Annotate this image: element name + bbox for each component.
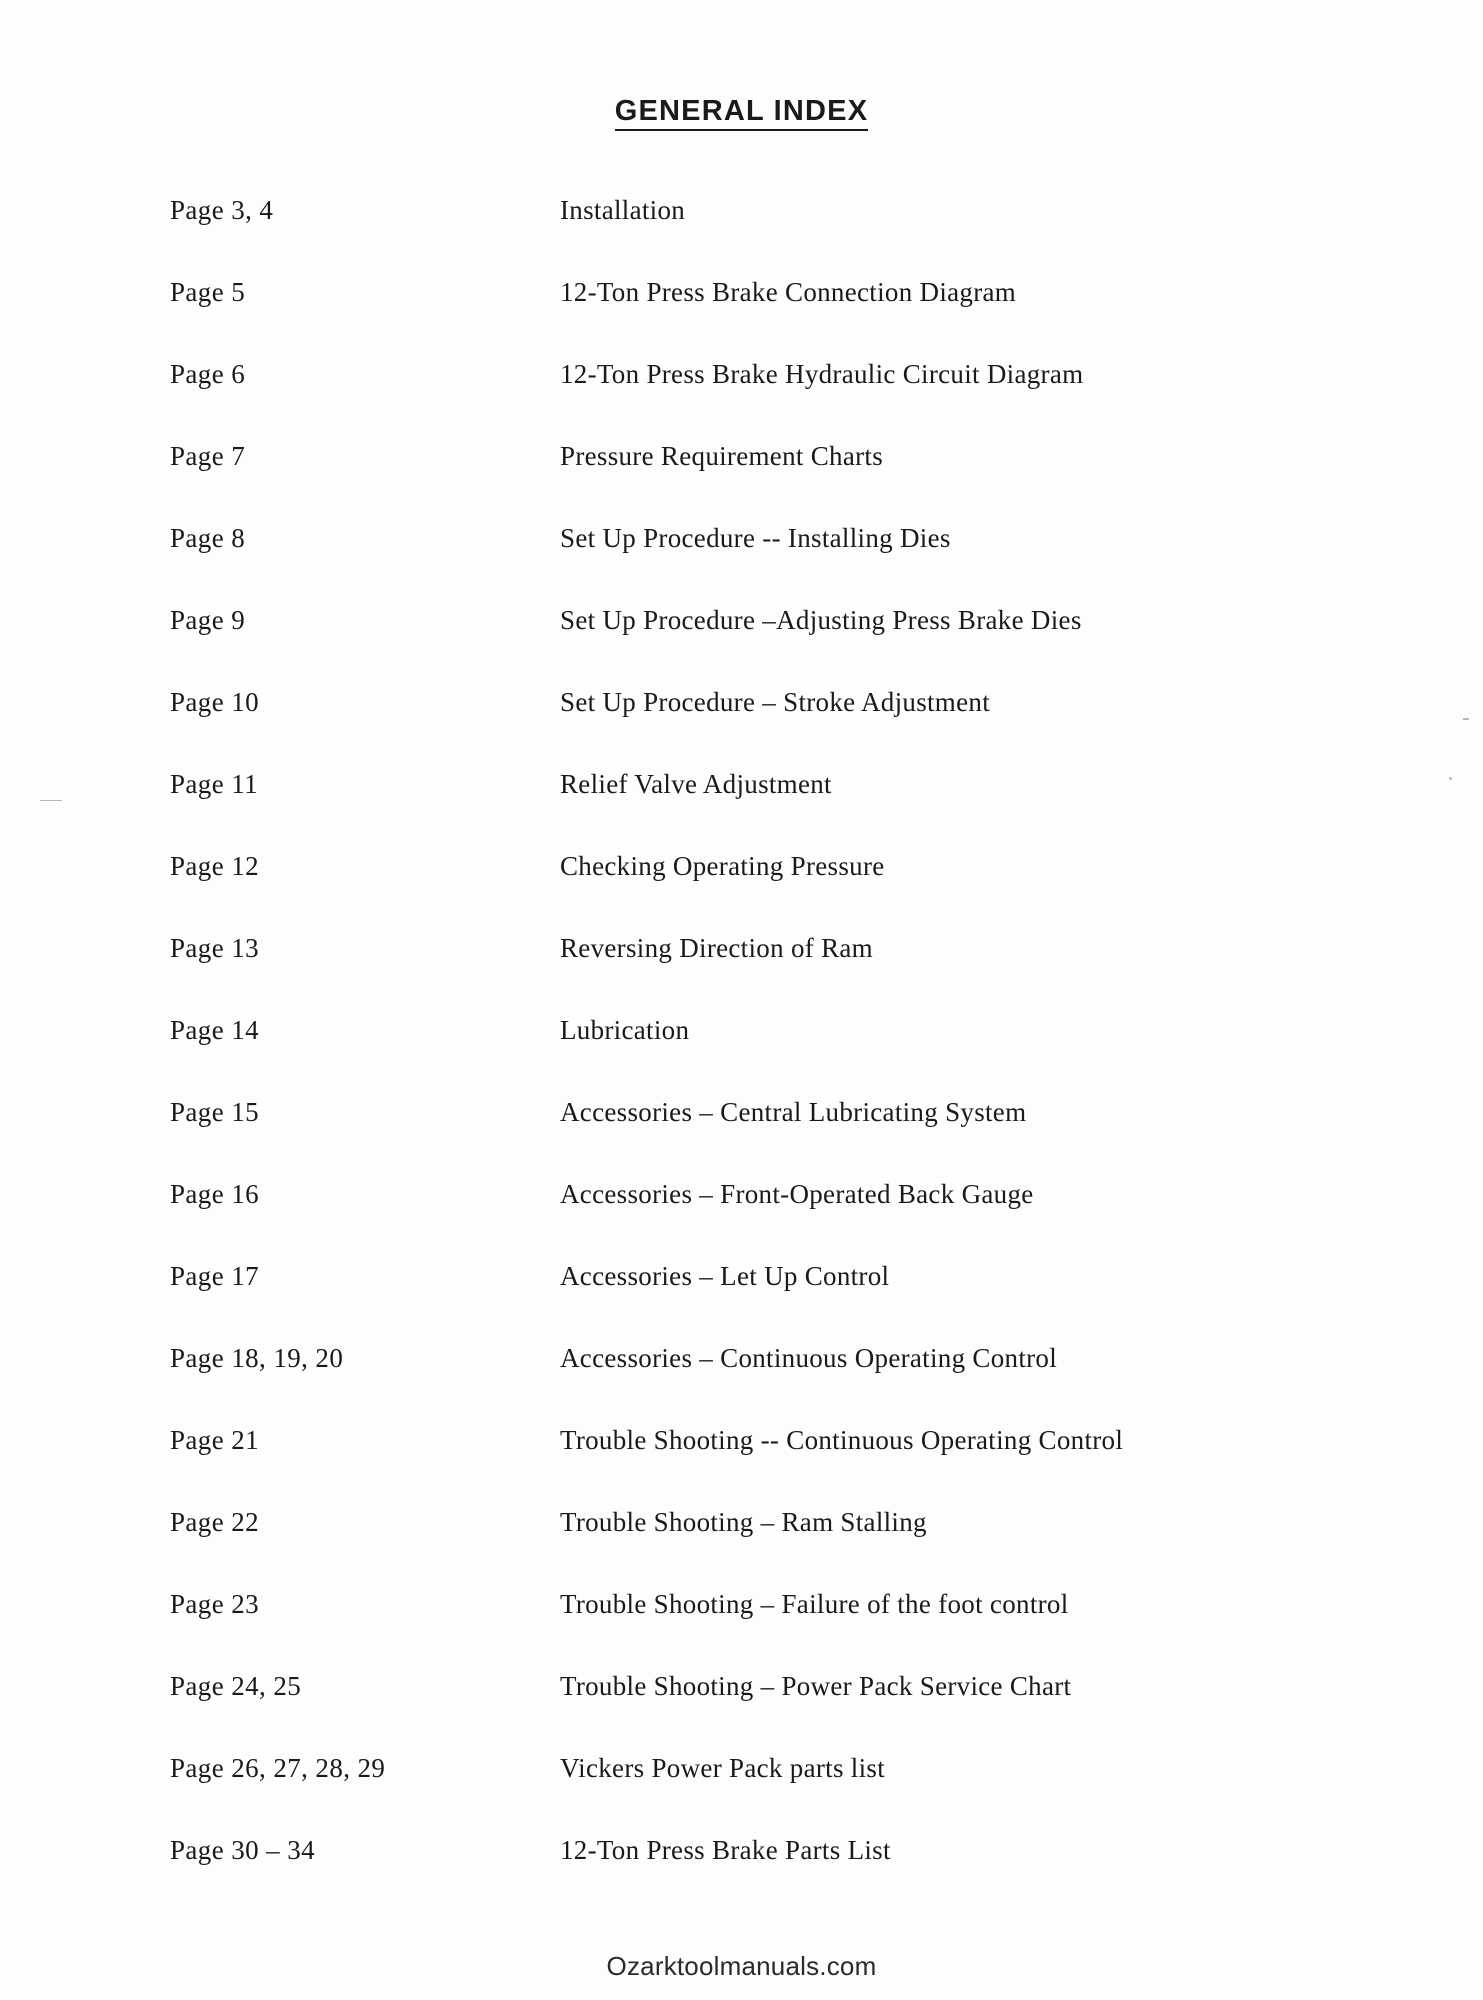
index-row: [0, 1343, 1483, 1425]
page-title: [0, 95, 1483, 128]
index-row: [0, 1589, 1483, 1671]
index-row-entry: Set Up Procedure –Adjusting Press Brake Dies: [560, 605, 1082, 635]
index-row: [0, 1015, 1483, 1097]
index-row: [0, 523, 1483, 605]
index-row: [0, 1179, 1483, 1261]
index-row: [0, 687, 1483, 769]
index-row-entry: Accessories – Let Up Control: [560, 1261, 890, 1291]
index-row-page: Page 7: [170, 441, 246, 471]
index-row-entry: Reversing Direction of Ram: [560, 933, 873, 963]
index-row: [0, 605, 1483, 687]
index-row-entry: 12-Ton Press Brake Parts List: [560, 1835, 891, 1865]
index-row-page: Page 12: [170, 851, 260, 881]
index-row-page: Page 30 – 34: [170, 1835, 316, 1865]
index-row-page: Page 5: [170, 277, 246, 307]
scan-artifact: [40, 800, 62, 801]
index-row-page: Page 24, 25: [170, 1671, 302, 1701]
index-row-entry: Lubrication: [560, 1015, 690, 1045]
index-row: [0, 1425, 1483, 1507]
index-row: [0, 933, 1483, 1015]
index-row: [0, 277, 1483, 359]
index-row: [0, 441, 1483, 523]
index-row-page: Page 22: [170, 1507, 260, 1537]
index-row-entry: Installation: [560, 195, 686, 225]
index-row: [0, 1671, 1483, 1753]
index-row-page: Page 11: [170, 769, 259, 799]
index-row-entry: Relief Valve Adjustment: [560, 769, 832, 799]
index-row-page: Page 26, 27, 28, 29: [170, 1753, 386, 1783]
index-row-page: Page 10: [170, 687, 260, 717]
index-row-entry: Trouble Shooting – Ram Stalling: [560, 1507, 927, 1537]
index-row: [0, 1097, 1483, 1179]
index-row-entry: 12-Ton Press Brake Connection Diagram: [560, 277, 1017, 307]
index-row-page: Page 17: [170, 1261, 260, 1291]
index-row-entry: Accessories – Continuous Operating Control: [560, 1343, 1058, 1373]
index-list: [0, 195, 1483, 1917]
page-title-text: GENERAL INDEX: [615, 95, 869, 131]
index-row-entry: Trouble Shooting – Failure of the foot control: [560, 1589, 1069, 1619]
index-row-page: Page 18, 19, 20: [170, 1343, 344, 1373]
index-row-page: Page 3, 4: [170, 195, 274, 225]
index-row-entry: 12-Ton Press Brake Hydraulic Circuit Diagram: [560, 359, 1084, 389]
index-row-entry: Accessories – Front-Operated Back Gauge: [560, 1179, 1034, 1209]
index-row-page: Page 9: [170, 605, 246, 635]
index-row: [0, 1261, 1483, 1343]
footer-watermark: Ozarktoolmanuals.com: [606, 1951, 877, 1981]
index-row-page: Page 15: [170, 1097, 260, 1127]
index-row-entry: Set Up Procedure -- Installing Dies: [560, 523, 951, 553]
index-row-entry: Checking Operating Pressure: [560, 851, 885, 881]
index-row: [0, 195, 1483, 277]
index-row-page: Page 23: [170, 1589, 260, 1619]
index-row-page: Page 6: [170, 359, 246, 389]
index-row-entry: Trouble Shooting – Power Pack Service Chart: [560, 1671, 1072, 1701]
index-row-entry: Vickers Power Pack parts list: [560, 1753, 886, 1783]
scan-artifact: [1463, 718, 1469, 720]
index-row: [0, 1753, 1483, 1835]
index-row: [0, 359, 1483, 441]
index-row-page: Page 21: [170, 1425, 260, 1455]
index-row-page: Page 13: [170, 933, 260, 963]
index-row: [0, 1507, 1483, 1589]
index-row-entry: Set Up Procedure – Stroke Adjustment: [560, 687, 990, 717]
index-row-page: Page 8: [170, 523, 246, 553]
index-row-entry: Pressure Requirement Charts: [560, 441, 884, 471]
index-row-entry: Accessories – Central Lubricating System: [560, 1097, 1027, 1127]
index-row: [0, 769, 1483, 851]
index-row: [0, 851, 1483, 933]
index-row: [0, 1835, 1483, 1917]
index-row-page: Page 16: [170, 1179, 260, 1209]
index-row-page: Page 14: [170, 1015, 260, 1045]
index-row-entry: Trouble Shooting -- Continuous Operating Control: [560, 1425, 1124, 1455]
scan-artifact: [1449, 777, 1452, 780]
